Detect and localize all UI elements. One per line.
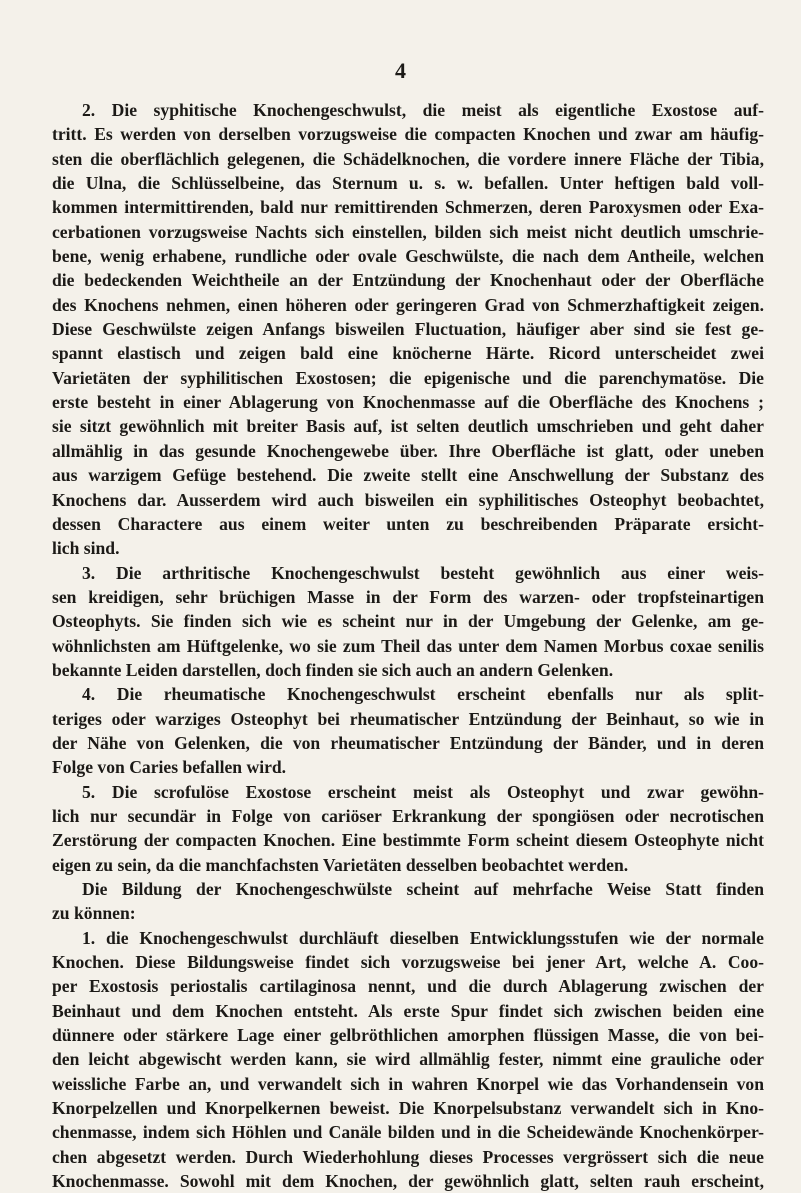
text-line: die Ulna, die Schlüsselbeine, das Sternum u. s. w. befallen. Unter heftigen bald voll- [52, 173, 764, 194]
text-line: 1. die Knochengeschwulst durchläuft dieselben Entwicklungsstufen wie der normale [82, 927, 764, 948]
text-line: Knochens dar. Ausserdem wird auch bisweilen ein syphilitisches Osteophyt beobachtet, [52, 489, 764, 510]
body-text [52, 98, 764, 1193]
text-line: bene, wenig erhabene, rundliche oder ovale Geschwülste, die nach dem Antheile, welchen [52, 246, 764, 267]
text-line: chen abgesetzt werden. Durch Wiederhohlung dieses Processes vergrössert sich die neue [52, 1146, 764, 1167]
text-line: teriges oder warziges Osteophyt bei rheumatischer Entzündung der Beinhaut, so wie in [52, 708, 764, 729]
text-line: kommen intermittirenden, bald nur remittirenden Schmerzen, deren Paroxysmen oder Exa- [52, 197, 764, 218]
text-line: Zerstörung der compacten Knochen. Eine bestimmte Form scheint diesem Osteophyte nicht [52, 830, 764, 851]
text-line: lich nur secundär in Folge von cariöser Erkrankung der spongiösen oder necrotischen [52, 805, 764, 826]
text-line: cerbationen vorzugsweise Nachts sich einstellen, bilden sich meist nicht deutlich umschrie- [52, 221, 764, 242]
text-line: die bedeckenden Weichtheile an der Entzündung der Knochenhaut oder der Oberfläche [52, 270, 764, 291]
text-line: chenmasse, indem sich Höhlen und Canäle bilden und in die Scheidewände Knochenkörper- [52, 1122, 764, 1143]
text-line: wöhnlichsten am Hüftgelenke, wo sie zum Theil das unter dem Namen Morbus coxae senilis [52, 635, 764, 656]
text-line: zu können: [52, 903, 136, 924]
text-line: des Knochens nehmen, einen höheren oder geringeren Grad von Schmerzhaftigkeit zeigen. [52, 294, 764, 315]
text-line: dünnere oder stärkere Lage einer gelbröthlichen amorphen flüssigen Masse, die von bei- [52, 1025, 764, 1046]
text-line: 2. Die syphitische Knochengeschwulst, die meist als eigentliche Exostose auf- [82, 100, 764, 120]
text-line: erste besteht in einer Ablagerung von Knochenmasse auf die Oberfläche des Knochens ; [52, 392, 764, 413]
text-line: Beinhaut und dem Knochen entsteht. Als erste Spur findet sich zwischen beiden eine [52, 1000, 764, 1021]
text-line: Die Bildung der Knochengeschwülste scheint auf mehrfache Weise Statt finden [82, 879, 764, 899]
text-line: bekannte Leiden darstellen, doch finden sie sich auch an andern Gelenken. [52, 659, 614, 680]
text-line: Varietäten der syphilitischen Exostosen; die epigenische und die parenchymatöse. Die [52, 367, 764, 388]
text-line: sen kreidigen, sehr brüchigen Masse in der Form des warzen- oder tropfsteinartigen [52, 586, 764, 607]
text-line: Diese Geschwülste zeigen Anfangs bisweilen Fluctuation, häufiger aber sind sie fest ge- [52, 319, 764, 340]
page-number: 4 [395, 58, 406, 83]
text-line: sie sitzt gewöhnlich mit breiter Basis auf, ist selten deutlich umschrieben und geht daher [52, 416, 764, 437]
text-line: allmählig in das gesunde Knochengewebe über. Ihre Oberfläche ist glatt, oder uneben [52, 440, 764, 461]
text-line: sten die oberflächlich gelegenen, die Schädelknochen, die vordere innere Fläche der Tibia, [52, 148, 764, 169]
text-line: 4. Die rheumatische Knochengeschwulst erscheint ebenfalls nur als split- [82, 684, 764, 705]
text-line: den leicht abgewischt werden kann, sie wird allmählig fester, nimmt eine grauliche oder [52, 1049, 764, 1070]
text-line: dessen Charactere aus einem weiter unten zu beschreibenden Präparate ersicht- [52, 513, 764, 534]
text-line: Knochen. Diese Bildungsweise findet sich vorzugsweise bei jener Art, welche A. Coo- [52, 952, 764, 973]
text-line: 3. Die arthritische Knochengeschwulst besteht gewöhnlich aus einer weis- [82, 562, 764, 583]
text-line: weissliche Farbe an, und verwandelt sich in wahren Knorpel wie das Vorhandensein von [52, 1073, 764, 1094]
text-line: lich sind. [52, 538, 120, 559]
text-line: Osteophyts. Sie finden sich wie es scheint nur in der Umgebung der Gelenke, am ge- [52, 611, 764, 632]
text-line: eigen zu sein, da die manchfachsten Varietäten desselben beobachtet werden. [52, 854, 629, 875]
text-line: aus warzigem Gefüge bestehend. Die zweite stellt eine Anschwellung der Substanz des [52, 465, 764, 486]
text-line: 5. Die scrofulöse Exostose erscheint meist als Osteophyt und zwar gewöhn- [82, 781, 764, 802]
text-line: tritt. Es werden von derselben vorzugsweise die compacten Knochen und zwar am häufig- [52, 124, 764, 145]
text-line: der Nähe von Gelenken, die von rheumatischer Entzündung der Bänder, und in deren [52, 732, 764, 753]
text-line: per Exostosis periostalis cartilaginosa nennt, und die durch Ablagerung zwischen der [52, 976, 764, 997]
text-line: Knochenmasse. Sowohl mit dem Knochen, der gewöhnlich glatt, selten rauh erscheint, [52, 1171, 764, 1192]
text-line: Folge von Caries befallen wird. [52, 757, 287, 778]
text-line: spannt elastisch und zeigen bald eine knöcherne Härte. Ricord unterscheidet zwei [52, 343, 764, 364]
text-line: Knorpelzellen und Knorpelkernen beweist. Die Knorpelsubstanz verwandelt sich in Kno- [52, 1098, 764, 1119]
